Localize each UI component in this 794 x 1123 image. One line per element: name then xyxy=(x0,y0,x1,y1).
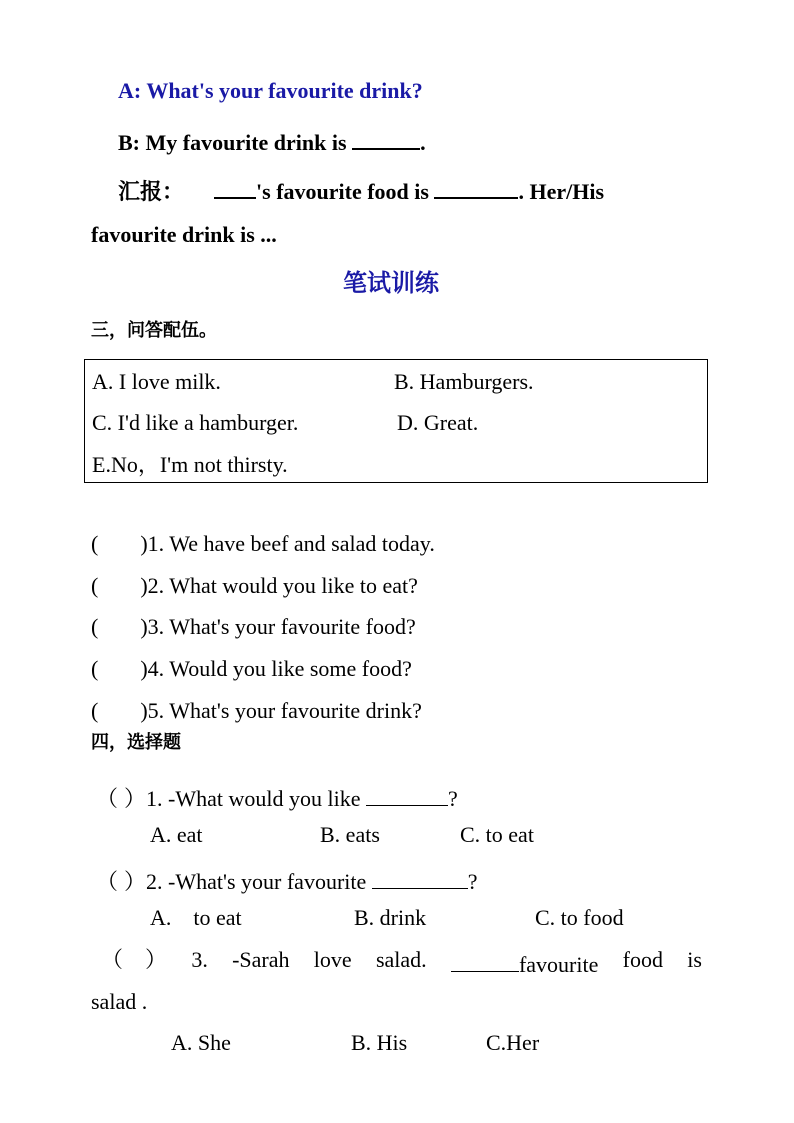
question-prefix: 1. -What would you like xyxy=(146,786,366,811)
question-text: 2. What would you like to eat? xyxy=(147,573,418,598)
option-a: A. I love milk. xyxy=(92,369,221,394)
part3-question-1 xyxy=(91,533,435,555)
paren-close: ） xyxy=(145,948,168,973)
answer-paren-open[interactable]: （ xyxy=(96,870,119,895)
q1-choice-c: C. to eat xyxy=(460,822,534,847)
question-text: 3. What's your favourite food? xyxy=(147,614,416,639)
name-blank[interactable] xyxy=(214,175,256,199)
food-blank[interactable] xyxy=(434,175,518,199)
question-text: 1. We have beef and salad today. xyxy=(147,531,435,556)
part4-heading: 四，选择题 xyxy=(91,732,181,753)
answer-paren[interactable] xyxy=(101,949,167,976)
part3-question-4 xyxy=(91,658,412,680)
answer-paren-open[interactable]: ( xyxy=(91,573,99,598)
answer-paren-close: ） xyxy=(124,787,147,812)
q2-choice-b: B. drink xyxy=(354,905,427,930)
dialogue-a-line: A: What's your favourite drink? xyxy=(118,78,423,103)
q3-word: is xyxy=(687,947,702,972)
part3-question-2 xyxy=(91,575,418,597)
report-end: . Her/His xyxy=(518,179,605,204)
q3-word: salad. xyxy=(375,947,427,972)
dialogue-b-suffix: . xyxy=(420,130,426,155)
q3-word: food xyxy=(622,947,663,972)
answer-paren-close: ) xyxy=(140,656,148,681)
answer-paren-close: ) xyxy=(140,531,148,556)
q3-choice-b: B. His xyxy=(351,1030,408,1055)
q1-choice-b: B. eats xyxy=(320,822,380,847)
q2-choice-a: A. to eat xyxy=(150,905,242,930)
report-line-2: favourite drink is ... xyxy=(91,222,277,247)
part4-question-3 xyxy=(101,949,702,976)
answer-paren-open[interactable]: ( xyxy=(91,614,99,639)
question-text: 4. Would you like some food? xyxy=(147,656,412,681)
q3-word: -Sarah xyxy=(232,947,290,972)
option-b: B. Hamburgers. xyxy=(394,369,534,394)
q3-line-2: salad . xyxy=(91,989,148,1014)
report-label: 汇报： xyxy=(118,180,185,205)
q3-choice-c: C.Her xyxy=(486,1030,540,1055)
answer-paren-open[interactable]: ( xyxy=(91,698,99,723)
answer-blank[interactable] xyxy=(372,866,468,889)
q3-blank-group xyxy=(451,949,598,976)
answer-paren-open[interactable]: ( xyxy=(91,531,99,556)
paren-open[interactable]: （ xyxy=(101,948,124,973)
report-mid: 's favourite food is xyxy=(256,179,435,204)
part3-heading: 三，问答配伍。 xyxy=(91,320,217,341)
section-title: 笔试训练 xyxy=(343,269,439,297)
dialogue-b-prefix: B: My favourite drink is xyxy=(118,130,353,155)
q2-choice-c: C. to food xyxy=(535,905,624,930)
answer-paren-close: ) xyxy=(140,573,148,598)
answer-paren-close: ） xyxy=(124,870,147,895)
option-e: E.No，I'm not thirsty. xyxy=(92,452,288,477)
answer-paren-close: ) xyxy=(140,698,148,723)
part3-question-3 xyxy=(91,616,416,638)
q3-word: love xyxy=(313,947,352,972)
q3-word: favourite xyxy=(518,952,599,977)
dialogue-b-line xyxy=(118,126,426,154)
answer-blank[interactable] xyxy=(366,783,448,806)
part4-question-1 xyxy=(96,783,458,811)
answer-paren-close: ) xyxy=(140,614,148,639)
options-box xyxy=(84,359,708,483)
part4-question-2 xyxy=(96,866,478,894)
question-suffix: ? xyxy=(467,869,478,894)
question-text: 5. What's your favourite drink? xyxy=(147,698,422,723)
answer-paren-open[interactable]: ( xyxy=(91,656,99,681)
answer-paren-open[interactable]: （ xyxy=(96,787,119,812)
option-d: D. Great. xyxy=(397,410,479,435)
q3-choice-a: A. She xyxy=(171,1030,231,1055)
question-prefix: 2. -What's your favourite xyxy=(146,869,372,894)
q3-word: 3. xyxy=(191,947,208,972)
answer-blank[interactable] xyxy=(451,949,519,972)
question-suffix: ? xyxy=(448,786,458,811)
part3-question-5 xyxy=(91,700,422,722)
q1-choice-a: A. eat xyxy=(150,822,203,847)
report-line xyxy=(118,175,604,204)
option-c: C. I'd like a hamburger. xyxy=(92,410,299,435)
answer-blank[interactable] xyxy=(352,126,420,150)
